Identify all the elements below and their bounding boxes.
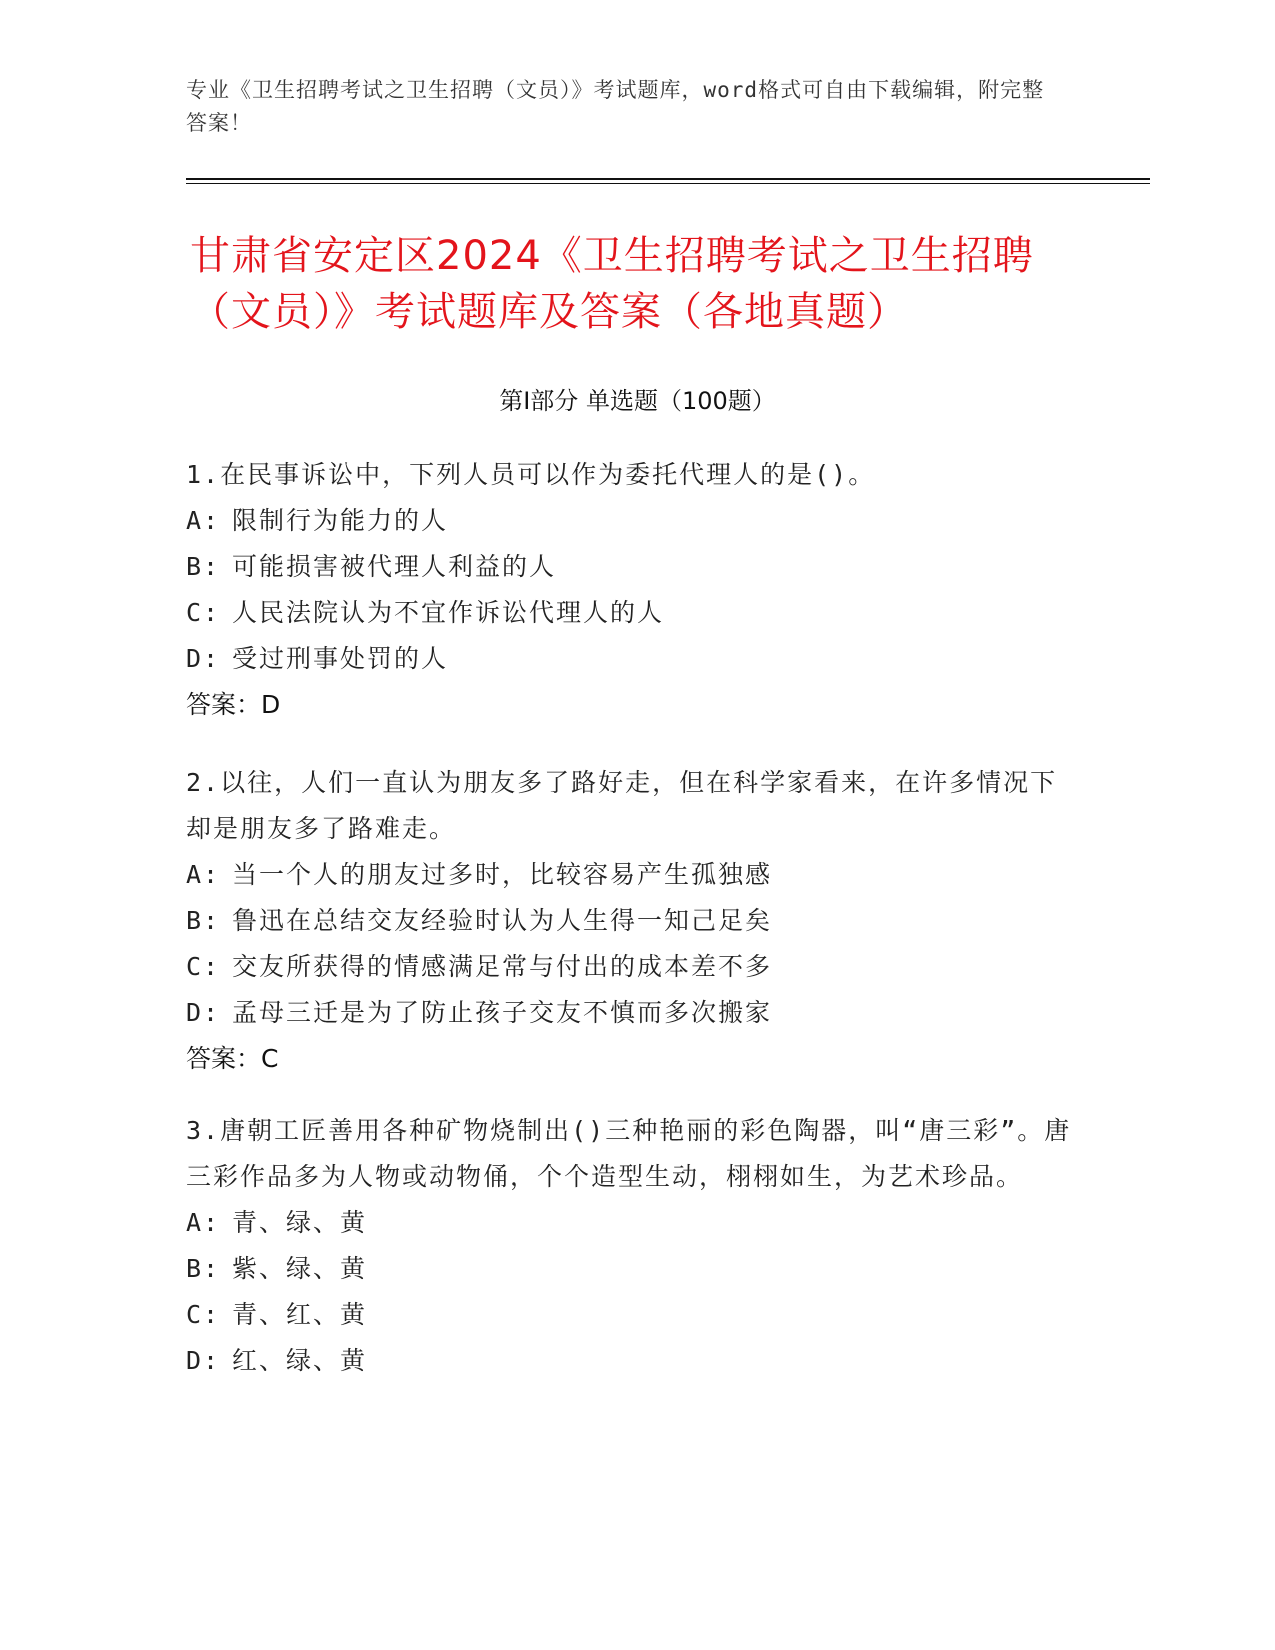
- option-c: [186, 944, 1076, 990]
- option-d: [186, 636, 1076, 682]
- option-c: [186, 590, 1076, 636]
- option-text: 可能损害被代理人利益的人: [232, 552, 557, 581]
- question-3: [186, 1108, 1076, 1384]
- option-a: [186, 852, 1076, 898]
- option-text: 红、绿、黄: [232, 1346, 368, 1375]
- question-text: 3.唐朝工匠善用各种矿物烧制出()三种艳丽的彩色陶器，叫“唐三彩”。唐三彩作品多为人物或动物俑，个个造型生动，栩栩如生，为艺术珍品。: [186, 1116, 1072, 1191]
- option-letter: B:: [186, 552, 221, 581]
- option-letter: D:: [186, 998, 221, 1027]
- option-letter: B:: [186, 1254, 221, 1283]
- option-text: 孟母三迁是为了防止孩子交友不慎而多次搬家: [232, 998, 773, 1027]
- option-text: 交友所获得的情感满足常与付出的成本差不多: [232, 952, 773, 981]
- option-text: 人民法院认为不宜作诉讼代理人的人: [232, 598, 665, 627]
- answer-label: 答案：D: [186, 690, 281, 719]
- section-heading: 第Ⅰ部分 单选题（100题）: [499, 387, 776, 415]
- option-c: [186, 1292, 1076, 1338]
- option-a: [186, 498, 1076, 544]
- option-text: 紫、绿、黄: [232, 1254, 368, 1283]
- question-text: 1.在民事诉讼中，下列人员可以作为委托代理人的是()。: [186, 460, 876, 489]
- header-rule-thick: [186, 178, 1150, 180]
- option-letter: D:: [186, 1346, 221, 1375]
- option-b: [186, 1246, 1076, 1292]
- option-text: 受过刑事处罚的人: [232, 644, 449, 673]
- option-text: 限制行为能力的人: [232, 506, 449, 535]
- option-letter: C:: [186, 598, 221, 627]
- option-letter: A:: [186, 860, 221, 889]
- option-letter: C:: [186, 1300, 221, 1329]
- option-b: [186, 544, 1076, 590]
- option-letter: C:: [186, 952, 221, 981]
- question-2: [186, 760, 1076, 1082]
- option-letter: A:: [186, 506, 221, 535]
- option-d: [186, 1338, 1076, 1384]
- question-text: 2.以往，人们一直认为朋友多了路好走，但在科学家看来，在许多情况下却是朋友多了路难走。: [186, 768, 1058, 843]
- header-note: 专业《卫生招聘考试之卫生招聘（文员）》考试题库，word格式可自由下载编辑，附完整答案！: [186, 78, 1045, 135]
- option-b: [186, 898, 1076, 944]
- option-text: 当一个人的朋友过多时，比较容易产生孤独感: [232, 860, 773, 889]
- option-letter: D:: [186, 644, 221, 673]
- option-a: [186, 1200, 1076, 1246]
- question-1: [186, 452, 1076, 728]
- option-text: 鲁迅在总结交友经验时认为人生得一知己足矣: [232, 906, 773, 935]
- header-rule-thin: [186, 183, 1150, 184]
- option-letter: A:: [186, 1208, 221, 1237]
- option-d: [186, 990, 1076, 1036]
- document-title: 甘肃省安定区2024《卫生招聘考试之卫生招聘（文员）》考试题库及答案（各地真题）: [190, 233, 1034, 335]
- answer-label: 答案：C: [186, 1044, 279, 1073]
- option-text: 青、绿、黄: [232, 1208, 368, 1237]
- option-text: 青、红、黄: [232, 1300, 368, 1329]
- option-letter: B:: [186, 906, 221, 935]
